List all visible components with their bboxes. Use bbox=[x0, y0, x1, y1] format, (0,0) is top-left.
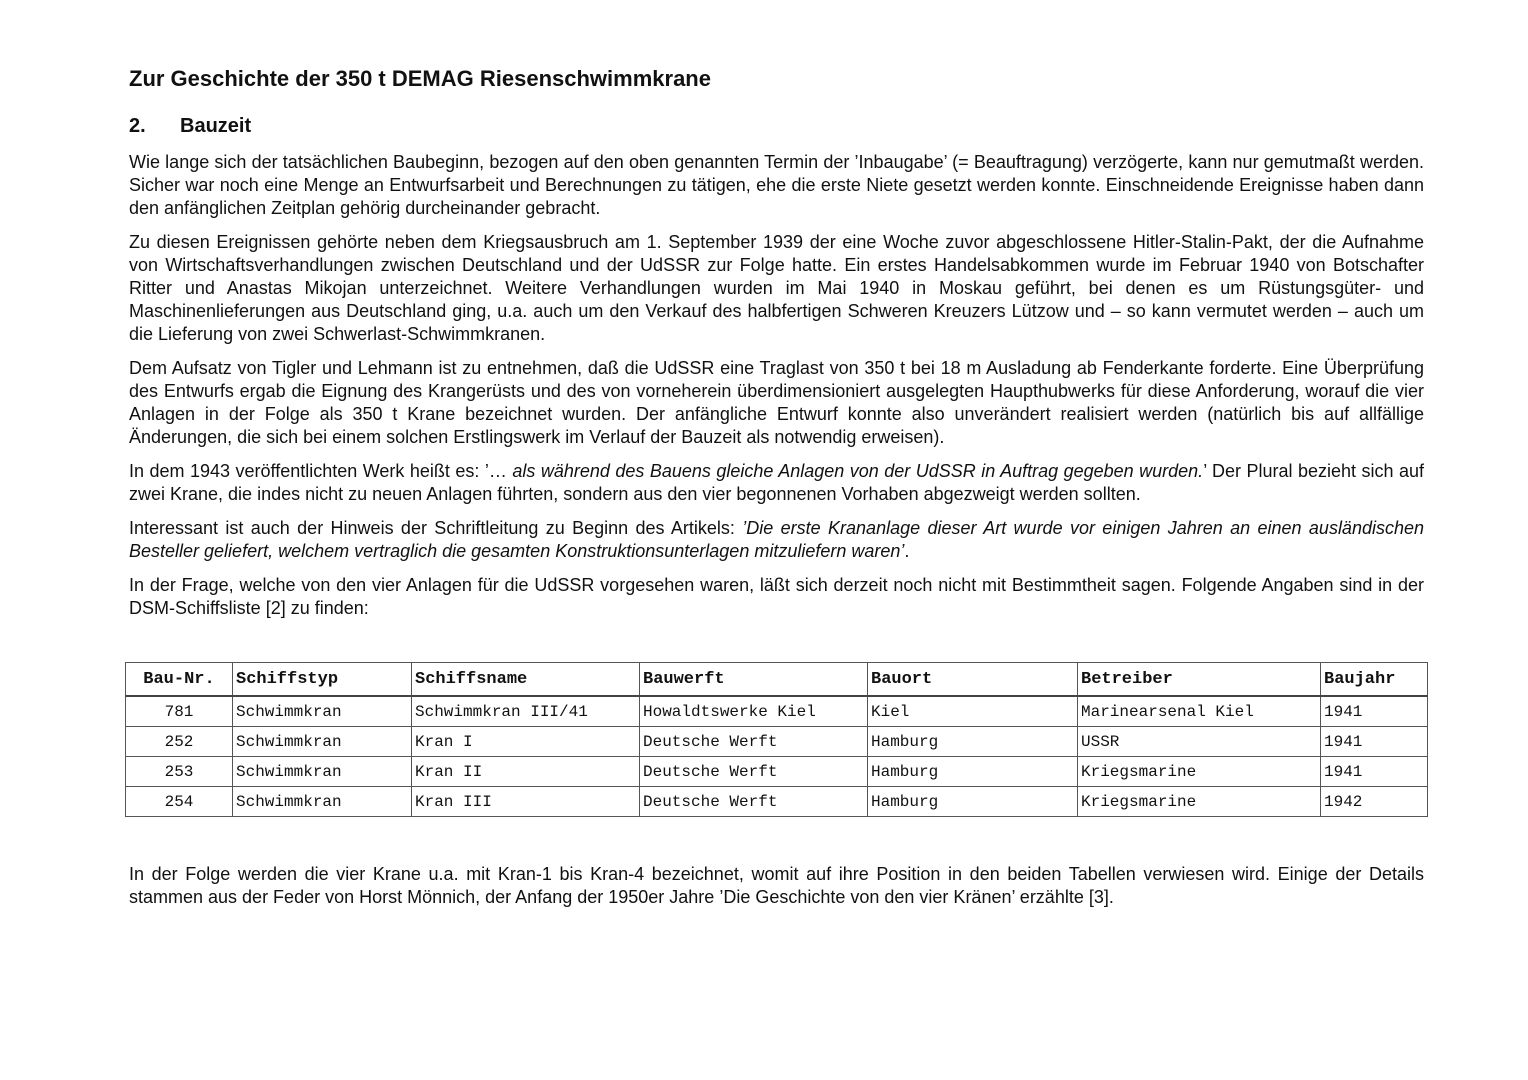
column-header-schiffsname: Schiffsname bbox=[412, 663, 640, 697]
cell-schiffsname: Kran III bbox=[412, 787, 640, 817]
cell-bauwerft: Deutsche Werft bbox=[640, 787, 868, 817]
cell-bauwerft: Deutsche Werft bbox=[640, 727, 868, 757]
paragraph-3: Dem Aufsatz von Tigler und Lehmann ist zu entnehmen, daß die UdSSR eine Traglast von 350 t bei 18 m Ausladung ab Fenderkante forderte. Eine Überprüfung des Entwurfs ergab die Eignung des Krangerüsts und des von vorneherein überdimensioniert ausgelegten Haupthubwerks für diese Anforderung, worauf die vier Anlagen in der Folge als 350 t Krane bezeichnet wurden. Der anfängliche Entwurf konnte also unverändert realisiert werden (natürlich bis auf allfällige Änderungen, die sich bei einem solchen Erstlingswerk im Verlauf der Bauzeit als notwendig erweisen). bbox=[129, 358, 1424, 447]
column-header-bauort: Bauort bbox=[868, 663, 1078, 697]
cell-bau-nr: 781 bbox=[126, 696, 233, 727]
cell-schiffstyp: Schwimmkran bbox=[233, 757, 412, 787]
paragraph-5-text-c: . bbox=[904, 541, 910, 561]
column-header-betreiber: Betreiber bbox=[1078, 663, 1321, 697]
body-text bbox=[129, 151, 1424, 631]
paragraph-1: Wie lange sich der tatsächlichen Baubeginn, bezogen auf den oben genannten Termin der ’Inbaugabe’ (= Beauftragung) verzögerte, kann nur gemutmaßt werden. Sicher war noch eine Menge an Entwurfsarbeit und Berechnungen zu tätigen, ehe die erste Niete gesetzt werden konnte. Einschneidende Ereignisse haben dann den anfänglichen Zeitplan gehörig durcheinander gebracht. bbox=[129, 152, 1424, 218]
cell-bauort: Kiel bbox=[868, 696, 1078, 727]
paragraph-5-quote: ’Die erste Krananlage dieser Art wurde vor einigen Jahren an einen ausländischen Besteller geliefert, welchem vertraglich die gesamten Konstruktionsunterlagen mitzuliefern waren’ bbox=[129, 518, 1424, 561]
column-header-bau-nr: Bau-Nr. bbox=[126, 663, 233, 697]
cell-schiffsname: Schwimmkran III/41 bbox=[412, 696, 640, 727]
section-title: Bauzeit bbox=[180, 115, 252, 137]
paragraph-4-quote: als während des Bauens gleiche Anlagen von der UdSSR in Auftrag gegeben wurden. bbox=[512, 461, 1204, 481]
ship-table-wrapper bbox=[125, 662, 1428, 817]
cell-bau-nr: 254 bbox=[126, 787, 233, 817]
section-heading bbox=[129, 115, 251, 138]
paragraph-5-text-a: Interessant ist auch der Hinweis der Schriftleitung zu Beginn des Artikels: bbox=[129, 518, 743, 538]
cell-schiffstyp: Schwimmkran bbox=[233, 696, 412, 727]
cell-betreiber: USSR bbox=[1078, 727, 1321, 757]
table-row bbox=[126, 727, 1428, 757]
cell-bauwerft: Howaldtswerke Kiel bbox=[640, 696, 868, 727]
cell-schiffsname: Kran I bbox=[412, 727, 640, 757]
paragraph-7: In der Folge werden die vier Krane u.a. mit Kran-1 bis Kran-4 bezeichnet, womit auf ihre Position in den beiden Tabellen verwiesen wird. Einige der Details stammen aus der Feder von Horst Mönnich, der Anfang der 1950er Jahre ’Die Geschichte von den vier Kränen’ erzählte [3]. bbox=[129, 864, 1424, 907]
cell-bauort: Hamburg bbox=[868, 757, 1078, 787]
paragraph-2: Zu diesen Ereignissen gehörte neben dem Kriegsausbruch am 1. September 1939 der eine Woche zuvor abgeschlossene Hitler-Stalin-Pakt, der die Aufnahme von Wirtschaftsverhandlungen zwischen Deutschland und der UdSSR zur Folge hatte. Ein erstes Handelsabkommen wurde im Februar 1940 von Botschafter Ritter und Anastas Mikojan unterzeichnet. Weitere Verhandlungen wurden im Mai 1940 in Moskau geführt, bei denen es um Rüstungsgüter- und Maschinenlieferungen aus Deutschland ging, u.a. auch um den Verkauf des halbfertigen Schweren Kreuzers Lützow und – so kann vermutet werden – auch um die Lieferung von zwei Schwerlast-Schwimmkranen. bbox=[129, 232, 1424, 344]
cell-betreiber: Marinearsenal Kiel bbox=[1078, 696, 1321, 727]
column-header-schiffstyp: Schiffstyp bbox=[233, 663, 412, 697]
cell-betreiber: Kriegsmarine bbox=[1078, 757, 1321, 787]
paragraph-4-text-c: ’ Der Plural bezieht sich auf zwei Krane, die indes nicht zu neuen Anlagen führten, sondern aus den vier begonnenen Vorhaben abgezweigt werden sollten. bbox=[129, 461, 1425, 504]
paragraph-5 bbox=[129, 517, 1424, 563]
cell-betreiber: Kriegsmarine bbox=[1078, 787, 1321, 817]
ship-table bbox=[125, 662, 1428, 817]
table-row bbox=[126, 757, 1428, 787]
cell-schiffstyp: Schwimmkran bbox=[233, 787, 412, 817]
paragraph-4 bbox=[129, 460, 1424, 506]
cell-bauort: Hamburg bbox=[868, 727, 1078, 757]
cell-bau-nr: 253 bbox=[126, 757, 233, 787]
cell-baujahr: 1942 bbox=[1321, 787, 1428, 817]
cell-bau-nr: 252 bbox=[126, 727, 233, 757]
closing-text bbox=[129, 863, 1424, 909]
cell-baujahr: 1941 bbox=[1321, 727, 1428, 757]
cell-schiffsname: Kran II bbox=[412, 757, 640, 787]
column-header-baujahr: Baujahr bbox=[1321, 663, 1428, 697]
document-title: Zur Geschichte der 350 t DEMAG Riesenschwimmkrane bbox=[129, 66, 711, 91]
cell-baujahr: 1941 bbox=[1321, 757, 1428, 787]
section-number: 2. bbox=[129, 115, 146, 137]
cell-bauort: Hamburg bbox=[868, 787, 1078, 817]
cell-schiffstyp: Schwimmkran bbox=[233, 727, 412, 757]
column-header-bauwerft: Bauwerft bbox=[640, 663, 868, 697]
table-row bbox=[126, 696, 1428, 727]
table-header-row bbox=[126, 663, 1428, 697]
paragraph-6: In der Frage, welche von den vier Anlagen für die UdSSR vorgesehen waren, läßt sich derzeit noch nicht mit Bestimmtheit sagen. Folgende Angaben sind in der DSM-Schiffsliste [2] zu finden: bbox=[129, 575, 1424, 618]
paragraph-4-text-a: In dem 1943 veröffentlichten Werk heißt es: ’… bbox=[129, 461, 513, 481]
table-row bbox=[126, 787, 1428, 817]
cell-baujahr: 1941 bbox=[1321, 696, 1428, 727]
cell-bauwerft: Deutsche Werft bbox=[640, 757, 868, 787]
